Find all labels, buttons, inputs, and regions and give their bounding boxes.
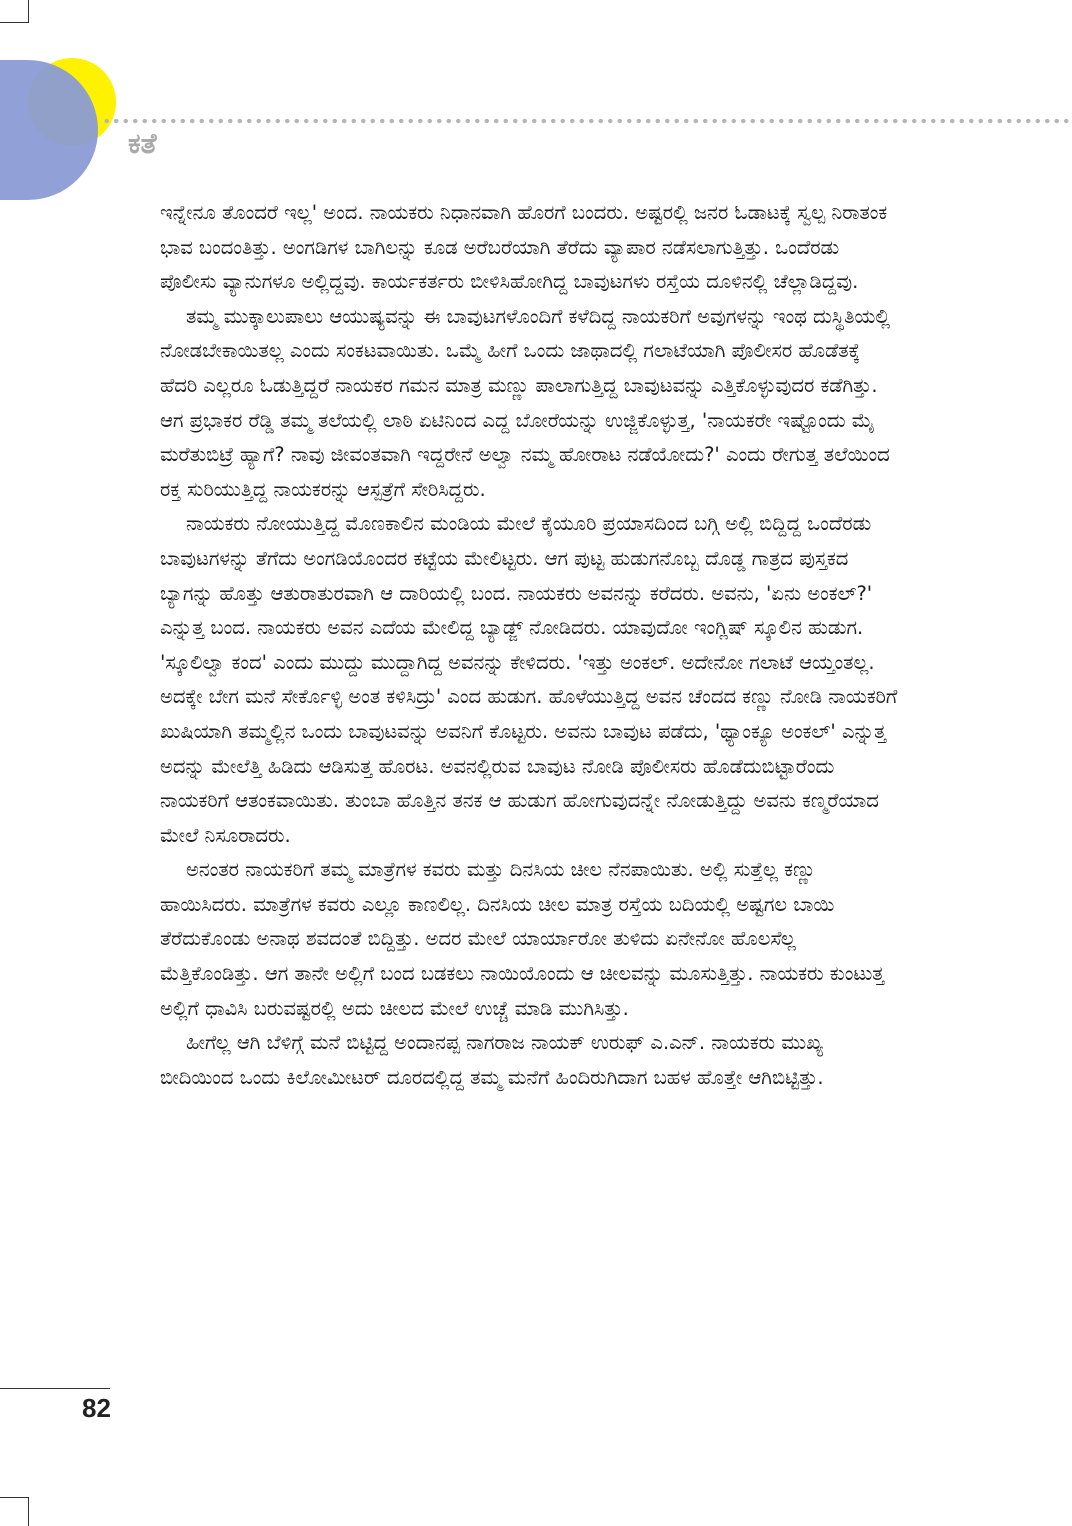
crop-mark-bottom [0, 1497, 29, 1526]
dotted-rule [102, 118, 1072, 124]
paragraph-3: ನಾಯಕರು ನೋಯುತ್ತಿದ್ದ ಮೊಣಕಾಲಿನ ಮಂಡಿಯ ಮೇಲೆ ಕೈಯೂರಿ ಪ್ರಯಾಸದಿಂದ ಬಗ್ಗಿ ಅಲ್ಲಿ ಬಿದ್ದಿದ್ದ ಒಂದೆರಡು ಬಾವುಟಗಳನ್ನು ತೆಗೆದು ಅಂಗಡಿಯೊಂದರ ಕಟ್ಟೆಯ ಮೇಲಿಟ್ಟರು. ಆಗ ಪುಟ್ಟ ಹುಡುಗನೊಬ್ಬ ದೊಡ್ಡ ಗಾತ್ರದ ಪುಸ್ತಕದ ಬ್ಯಾಗನ್ನು ಹೊತ್ತು ಆತುರಾತುರವಾಗಿ ಆ ದಾರಿಯಲ್ಲಿ ಬಂದ. ನಾಯಕರು ಅವನನ್ನು ಕರೆದರು. ಅವನು, 'ಏನು ಅಂಕಲ್?' ಎನ್ನುತ್ತ ಬಂದ. ನಾಯಕರು ಅವನ ಎದೆಯ ಮೇಲಿದ್ದ ಬ್ಯಾಡ್ಜ್ ನೋಡಿದರು. ಯಾವುದೋ ಇಂಗ್ಲಿಷ್ ಸ್ಕೂಲಿನ ಹುಡುಗ. 'ಸ್ಕೂಲಿಲ್ವಾ ಕಂದ' ಎಂದು ಮುದ್ದು ಮುದ್ದಾಗಿದ್ದ ಅವನನ್ನು ಕೇಳಿದರು. 'ಇತ್ತು ಅಂಕಲ್. ಅದೇನೋ ಗಲಾಟೆ ಆಯ್ತಂತಲ್ಲ. ಅದಕ್ಕೇ ಬೇಗ ಮನೆ ಸೇರ್ಕೊಳ್ಳಿ ಅಂತ ಕಳಿಸಿದ್ರು' ಎಂದ ಹುಡುಗ. ಹೊಳೆಯುತ್ತಿದ್ದ ಅವನ ಚೆಂದದ ಕಣ್ಣು ನೋಡಿ ನಾಯಕರಿಗೆ ಖುಷಿಯಾಗಿ ತಮ್ಮಲ್ಲಿನ ಒಂದು ಬಾವುಟವನ್ನು ಅವನಿಗೆ ಕೊಟ್ಟರು. ಅವನು ಬಾವುಟ ಪಡೆದು, 'ಥ್ಯಾಂಕ್ಯೂ ಅಂಕಲ್' ಎನ್ನುತ್ತ ಅದನ್ನು ಮೇಲೆತ್ತಿ ಹಿಡಿದು ಆಡಿಸುತ್ತ ಹೊರಟ. ಅವನಲ್ಲಿರುವ ಬಾವುಟ ನೋಡಿ ಪೊಲೀಸರು ಹೊಡೆದುಬಿಟ್ಟಾರೆಂದು ನಾಯಕರಿಗೆ ಆತಂಕವಾಯಿತು. ತುಂಬಾ ಹೊತ್ತಿನ ತನಕ ಆ ಹುಡುಗ ಹೋಗುವುದನ್ನೇ ನೋಡುತ್ತಿದ್ದು ಅವನು ಕಣ್ಮರೆಯಾದ ಮೇಲೆ ನಿಸೂರಾದರು. [160, 512, 898, 847]
page-number: 82 [82, 1393, 111, 1423]
story-body [160, 196, 900, 1095]
crop-mark-top [0, 0, 29, 23]
section-title: ಕತೆ [128, 127, 157, 160]
decorative-circles [0, 40, 130, 220]
paragraph-4: ಅನಂತರ ನಾಯಕರಿಗೆ ತಮ್ಮ ಮಾತ್ರೆಗಳ ಕವರು ಮತ್ತು ದಿನಸಿಯ ಚೀಲ ನೆನಪಾಯಿತು. ಅಲ್ಲಿ ಸುತ್ತೆಲ್ಲ ಕಣ್ಣು ಹಾಯಿಸಿದರು. ಮಾತ್ರೆಗಳ ಕವರು ಎಲ್ಲೂ ಕಾಣಲಿಲ್ಲ. ದಿನಸಿಯ ಚೀಲ ಮಾತ್ರ ರಸ್ತೆಯ ಬದಿಯಲ್ಲಿ ಅಷ್ಟಗಲ ಬಾಯಿ ತೆರೆದುಕೊಂಡು ಅನಾಥ ಶವದಂತೆ ಬಿದ್ದಿತ್ತು. ಅದರ ಮೇಲೆ ಯಾರ್ಯಾರೋ ತುಳಿದು ಏನೇನೋ ಹೊಲಸೆಲ್ಲ ಮೆತ್ತಿಕೊಂಡಿತ್ತು. ಆಗ ತಾನೇ ಅಲ್ಲಿಗೆ ಬಂದ ಬಡಕಲು ನಾಯಿಯೊಂದು ಆ ಚೀಲವನ್ನು ಮೂಸುತ್ತಿತ್ತು. ನಾಯಕರು ಕುಂಟುತ್ತ ಅಲ್ಲಿಗೆ ಧಾವಿಸಿ ಬರುವಷ್ಟರಲ್ಲಿ ಅದು ಚೀಲದ ಮೇಲೆ ಉಚ್ಚೆ ಮಾಡಿ ಮುಗಿಸಿತ್ತು. [160, 858, 885, 1020]
footer-rule [0, 1388, 110, 1389]
paragraph-2: ತಮ್ಮ ಮುಕ್ಕಾಲುಪಾಲು ಆಯುಷ್ಯವನ್ನು ಈ ಬಾವುಟಗಳೊಂದಿಗೆ ಕಳೆದಿದ್ದ ನಾಯಕರಿಗೆ ಅವುಗಳನ್ನು ಇಂಥ ದುಸ್ಥಿತಿಯಲ್ಲಿ ನೋಡಬೇಕಾಯಿತಲ್ಲ ಎಂದು ಸಂಕಟವಾಯಿತು. ಒಮ್ಮೆ ಹೀಗೆ ಒಂದು ಜಾಥಾದಲ್ಲಿ ಗಲಾಟೆಯಾಗಿ ಪೊಲೀಸರ ಹೊಡೆತಕ್ಕೆ ಹೆದರಿ ಎಲ್ಲರೂ ಓಡುತ್ತಿದ್ದರೆ ನಾಯಕರ ಗಮನ ಮಾತ್ರ ಮಣ್ಣು ಪಾಲಾಗುತ್ತಿದ್ದ ಬಾವುಟವನ್ನು ಎತ್ತಿಕೊಳ್ಳುವುದರ ಕಡೆಗಿತ್ತು. ಆಗ ಪ್ರಭಾಕರ ರೆಡ್ಡಿ ತಮ್ಮ ತಲೆಯಲ್ಲಿ ಲಾಠಿ ಏಟಿನಿಂದ ಎದ್ದ ಬೋರೆಯನ್ನು ಉಜ್ಜಿಕೊಳ್ಳುತ್ತ, 'ನಾಯಕರೇ ಇಷ್ಟೊಂದು ಮೈ ಮರೆತುಬಿಟ್ರೆ ಹ್ಯಾಗೆ? ನಾವು ಜೀವಂತವಾಗಿ ಇದ್ದರೇನೆ ಅಲ್ವಾ ನಮ್ಮ ಹೋರಾಟ ನಡೆಯೋದು?' ಎಂದು ರೇಗುತ್ತ ತಲೆಯಿಂದ ರಕ್ತ ಸುರಿಯುತ್ತಿದ್ದ ನಾಯಕರನ್ನು ಆಸ್ಪತ್ರೆಗೆ ಸೇರಿಸಿದ್ದರು. [160, 304, 891, 501]
paragraph-5: ಹೀಗೆಲ್ಲ ಆಗಿ ಬೆಳಿಗ್ಗೆ ಮನೆ ಬಿಟ್ಟಿದ್ದ ಅಂದಾನಪ್ಪ ನಾಗರಾಜ ನಾಯಕ್ ಉರುಫ್ ಎ.ಎನ್. ನಾಯಕರು ಮುಖ್ಯ ಬೀದಿಯಿಂದ ಒಂದು ಕಿಲೋಮೀಟರ್ ದೂರದಲ್ಲಿದ್ದ ತಮ್ಮ ಮನೆಗೆ ಹಿಂದಿರುಗಿದಾಗ ಬಹಳ ಹೊತ್ತೇ ಆಗಿಬಿಟ್ಟಿತ್ತು. [160, 1031, 824, 1089]
paragraph-1: ಇನ್ನೇನೂ ತೊಂದರೆ ಇಲ್ಲ' ಅಂದ. ನಾಯಕರು ನಿಧಾನವಾಗಿ ಹೊರಗೆ ಬಂದರು. ಅಷ್ಟರಲ್ಲಿ ಜನರ ಓಡಾಟಕ್ಕೆ ಸ್ವಲ್ಪ ನಿರಾತಂಕ ಭಾವ ಬಂದಂತಿತ್ತು. ಅಂಗಡಿಗಳ ಬಾಗಿಲನ್ನು ಕೂಡ ಅರೆಬರೆಯಾಗಿ ತೆರೆದು ವ್ಯಾಪಾರ ನಡೆಸಲಾಗುತ್ತಿತ್ತು. ಒಂದೆರಡು ಪೊಲೀಸು ವ್ಯಾನುಗಳೂ ಅಲ್ಲಿದ್ದವು. ಕಾರ್ಯಕರ್ತರು ಬೀಳಿಸಿಹೋಗಿದ್ದ ಬಾವುಟಗಳು ರಸ್ತೆಯ ದೂಳಿನಲ್ಲಿ ಚೆಲ್ಲಾಡಿದ್ದವು. [160, 201, 888, 294]
